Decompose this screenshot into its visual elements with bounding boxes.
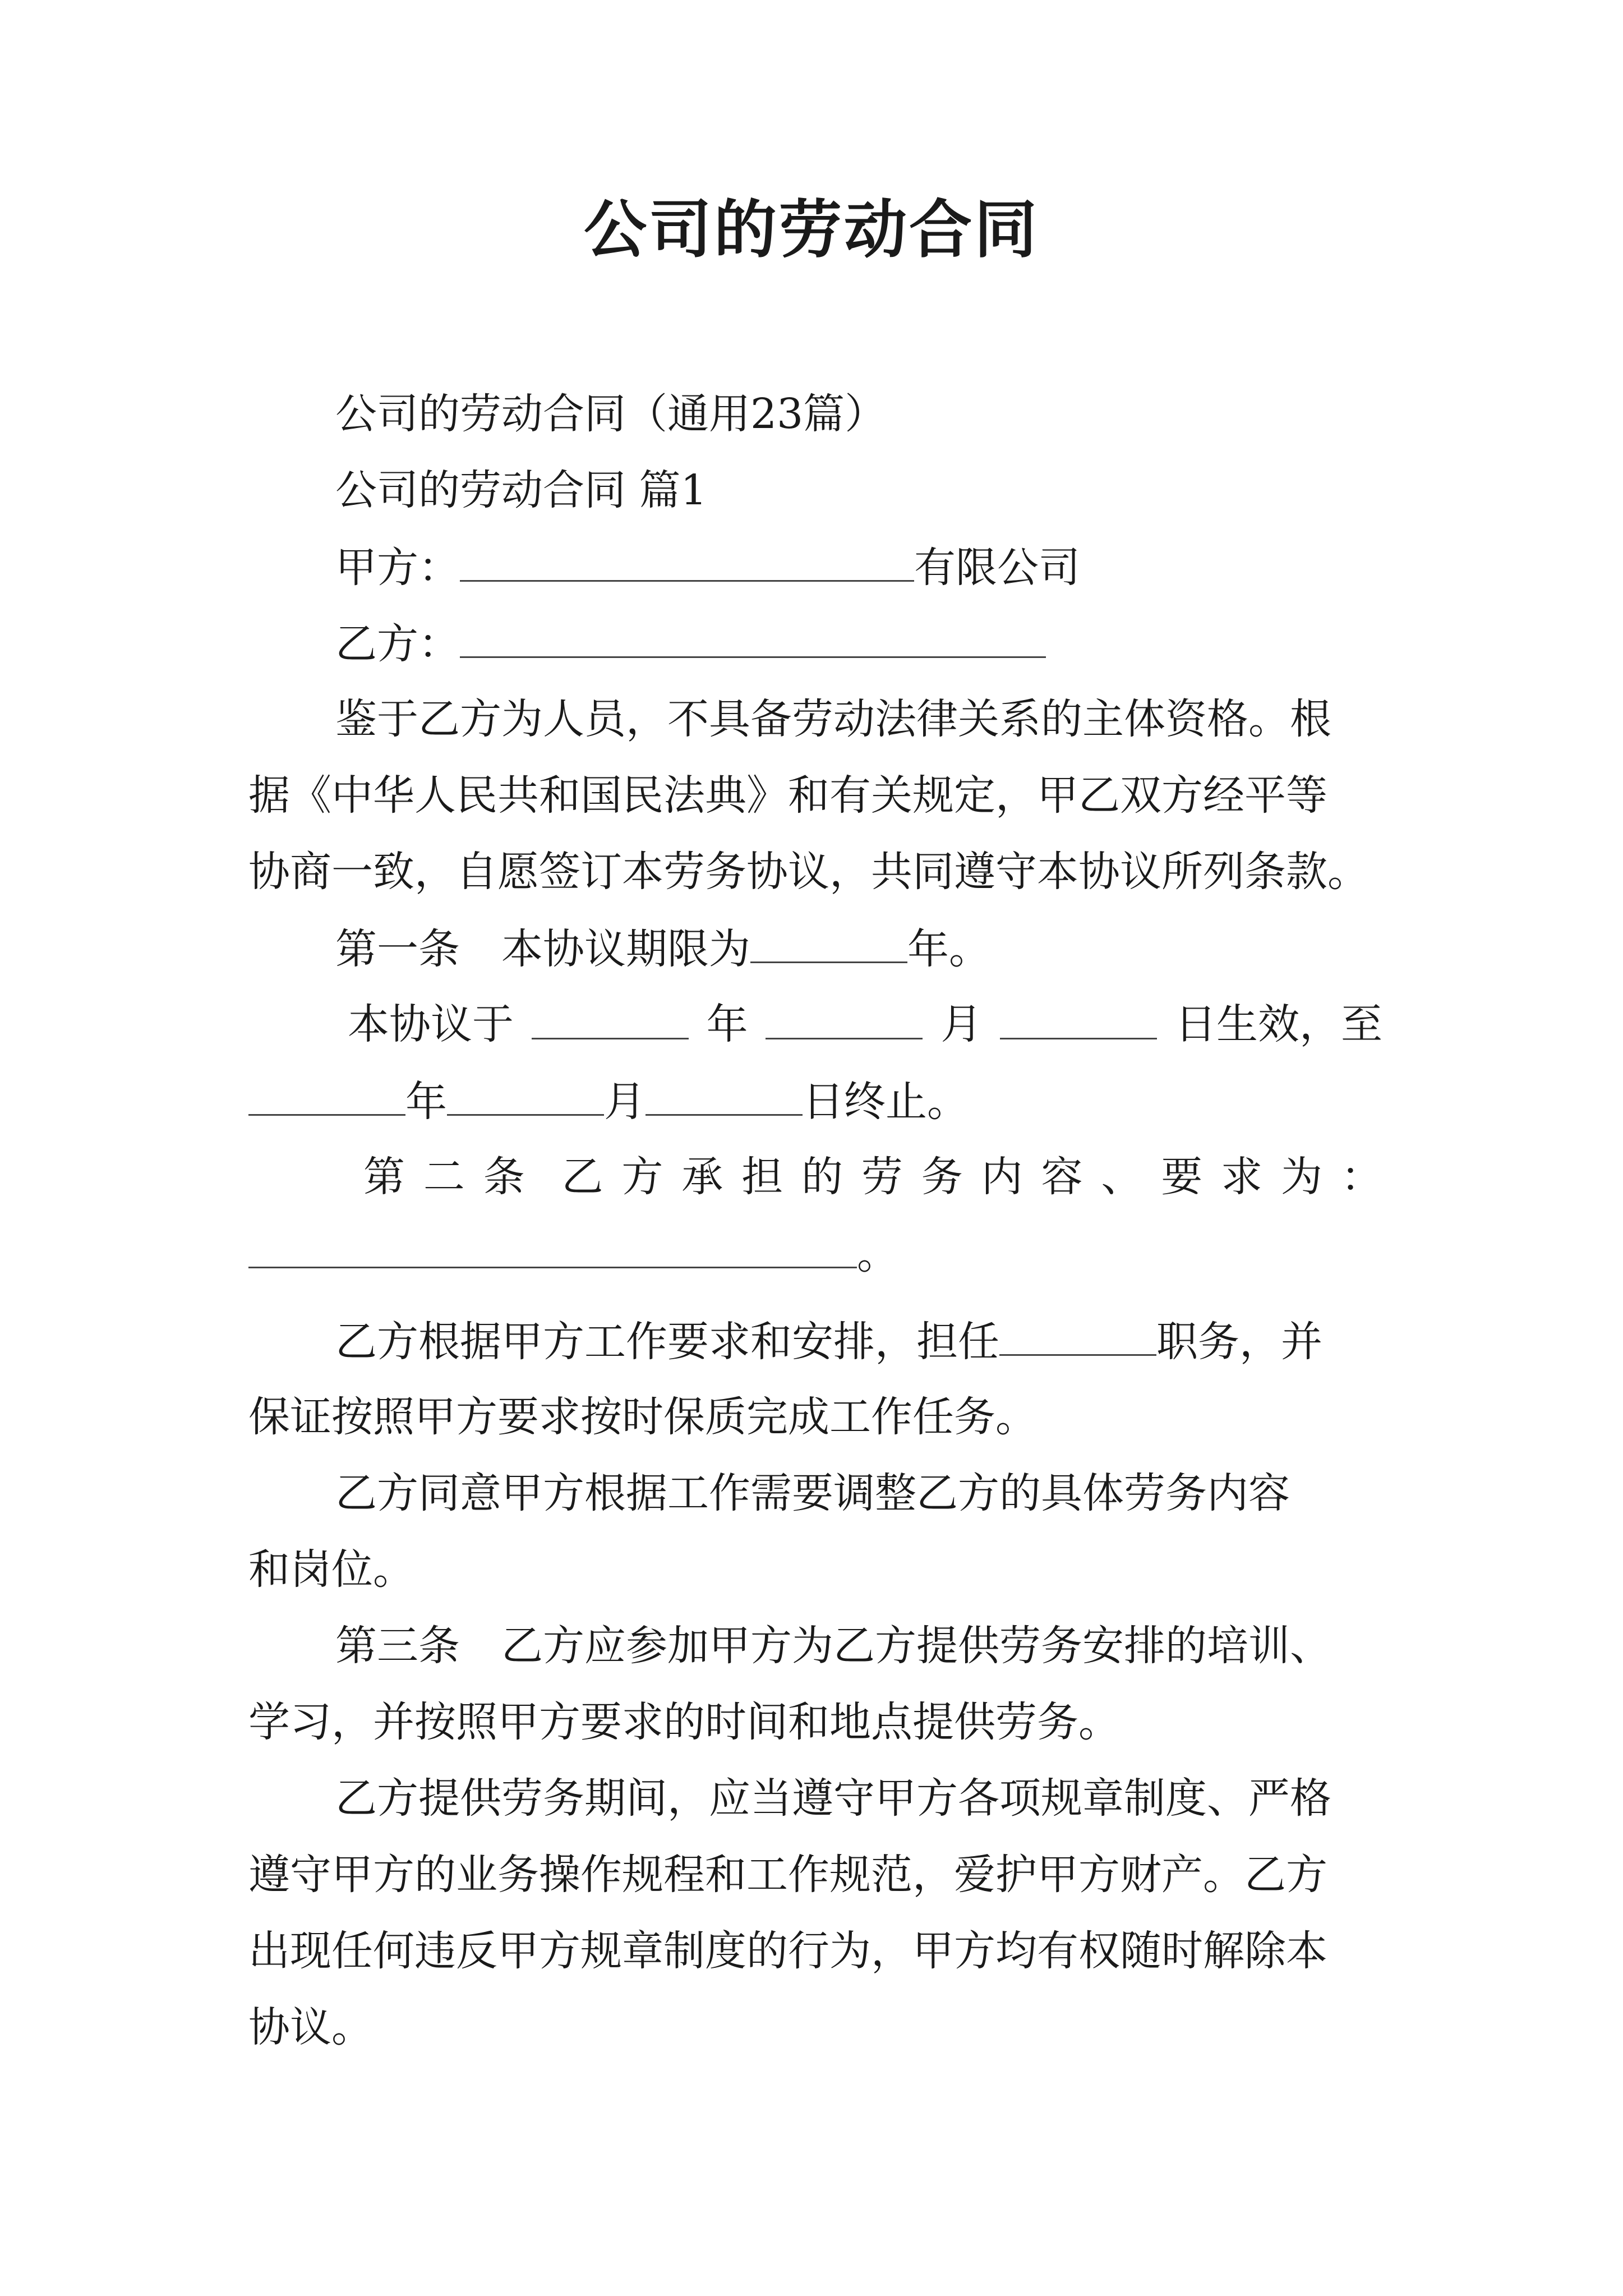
document-title: 公司的劳动合同 <box>584 194 1039 266</box>
article-2-char: 要 <box>1161 1153 1203 1201</box>
party-a-blank <box>460 540 914 582</box>
article-2-line <box>363 1150 1382 1204</box>
article-2-end: 。 <box>857 1230 898 1278</box>
start-month-blank <box>766 997 923 1039</box>
article-2-char: 劳 <box>861 1153 903 1201</box>
start-day-blank <box>1000 997 1157 1039</box>
article-2-char: 求 <box>1221 1153 1263 1201</box>
article-2-char: 乙 <box>561 1153 603 1201</box>
end-year-blank <box>248 1074 405 1116</box>
paragraph-line: 乙方同意甲方根据工作需要调整乙方的具体劳务内容 <box>335 1469 1290 1517</box>
termination-date-line <box>248 1074 969 1129</box>
article-2-char: 的 <box>801 1153 843 1201</box>
paragraph-line: 鉴于乙方为人员，不具备劳动法律关系的主体资格。根 <box>335 695 1331 743</box>
party-a-line <box>335 540 1080 595</box>
article-2-char: 为 <box>1281 1153 1322 1201</box>
article-3-line: 第三条 乙方应参加甲方为乙方提供劳务安排的培训、 <box>335 1622 1331 1670</box>
article-2-char: 条 <box>483 1153 525 1201</box>
article-2-char: 担 <box>741 1153 783 1201</box>
article-2-char: 、 <box>1101 1153 1143 1201</box>
effective-year-label: 年 <box>706 1000 748 1048</box>
paragraph-line: 保证按照甲方要求按时保质完成工作任务。 <box>248 1393 1037 1441</box>
paragraph-line: 遵守甲方的业务操作规程和工作规范，爱护甲方财产。乙方 <box>248 1851 1327 1899</box>
party-a-suffix: 有限公司 <box>914 544 1080 592</box>
article-2-char: 承 <box>681 1153 723 1201</box>
article-2-blank-line <box>248 1226 898 1281</box>
position-text: 乙方根据甲方工作要求和安排，担任 <box>335 1318 999 1366</box>
end-day-label: 日终止。 <box>803 1078 969 1126</box>
article-2-char: 第 <box>363 1153 405 1201</box>
party-b-line <box>335 616 1046 671</box>
article-2-char: 务 <box>921 1153 963 1201</box>
end-month-blank <box>447 1074 604 1116</box>
subtitle: 公司的劳动合同（通用23篇） <box>335 390 887 438</box>
position-end: 职务，并 <box>1156 1318 1322 1366</box>
party-b-label: 乙方： <box>335 620 460 668</box>
position-line <box>335 1314 1322 1369</box>
paragraph-line: 和岗位。 <box>248 1545 414 1594</box>
article-2-char: 方 <box>621 1153 663 1201</box>
article-2-char: ： <box>1340 1153 1382 1201</box>
article-2-char: 容 <box>1041 1153 1083 1201</box>
end-year-label: 年 <box>405 1078 447 1126</box>
article-1-line <box>335 921 990 976</box>
section-heading: 公司的劳动合同 篇1 <box>335 466 707 514</box>
paragraph-line: 据《中华人民共和国民法典》和有关规定，甲乙双方经平等 <box>248 771 1327 820</box>
start-year-blank <box>532 997 689 1039</box>
article-2-char: 内 <box>981 1153 1023 1201</box>
paragraph-line: 协商一致，自愿签订本劳务协议，共同遵守本协议所列条款。 <box>248 848 1369 896</box>
position-blank <box>999 1314 1156 1356</box>
effective-date-line <box>348 997 1382 1051</box>
party-a-label: 甲方： <box>335 544 460 592</box>
party-b-blank <box>460 616 1046 658</box>
duties-blank <box>248 1226 857 1268</box>
paragraph-line: 学习，并按照甲方要求的时间和地点提供劳务。 <box>248 1698 1120 1746</box>
article-2-char: 二 <box>423 1153 465 1201</box>
effective-day-label: 日生效，至 <box>1174 1000 1382 1048</box>
term-years-blank <box>750 921 907 963</box>
effective-start: 本协议于 <box>348 1000 514 1048</box>
end-month-label: 月 <box>604 1078 645 1126</box>
end-day-blank <box>645 1074 803 1116</box>
paragraph-line: 出现任何违反甲方规章制度的行为，甲方均有权随时解除本 <box>248 1927 1327 1975</box>
paragraph-line: 协议。 <box>248 2003 373 2051</box>
article-1-end: 年。 <box>907 925 990 973</box>
paragraph-line: 乙方提供劳务期间，应当遵守甲方各项规章制度、严格 <box>335 1774 1331 1823</box>
effective-month-label: 月 <box>940 1000 983 1048</box>
article-1-text: 第一条 本协议期限为 <box>335 925 750 973</box>
